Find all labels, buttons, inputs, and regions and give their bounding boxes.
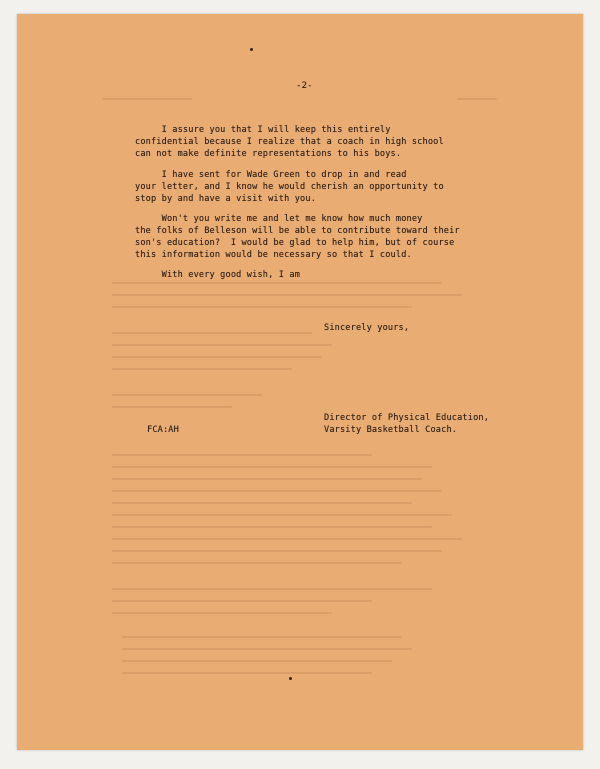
page-number: -2- [296, 81, 313, 91]
paragraph-2-line-1: I have sent for Wade Green to drop in and read [135, 170, 407, 180]
paragraph-2-line-3: stop by and have a visit with you. [135, 194, 317, 204]
paragraph-3-line-3: son's education? I would be glad to help him, but of course [135, 238, 455, 248]
paragraph-3-line-1: Won't you write me and let me know how much money [135, 214, 423, 224]
paragraph-3-line-2: the folks of Belleson will be able to contribute toward their [135, 226, 460, 236]
paragraph-1-line-1: I assure you that I will keep this entirely [135, 125, 391, 135]
signature-title-2: Varsity Basketball Coach. [324, 425, 458, 435]
reference-initials: FCA:AH [147, 425, 179, 435]
paragraph-3-line-4: this information would be necessary so that I could. [135, 250, 412, 260]
closing-line: With every good wish, I am [135, 270, 301, 280]
paragraph-1-line-2: confidential because I realize that a coach in high school [135, 137, 444, 147]
paragraph-1-line-3: can not make definite representations to his boys. [135, 149, 402, 159]
complimentary-close: Sincerely yours, [324, 323, 410, 333]
paragraph-2-line-2: your letter, and I know he would cherish an opportunity to [135, 182, 444, 192]
paper-speck [289, 677, 292, 680]
letter-page [17, 14, 583, 750]
signature-title-1: Director of Physical Education, [324, 413, 490, 423]
paper-speck [250, 48, 253, 51]
